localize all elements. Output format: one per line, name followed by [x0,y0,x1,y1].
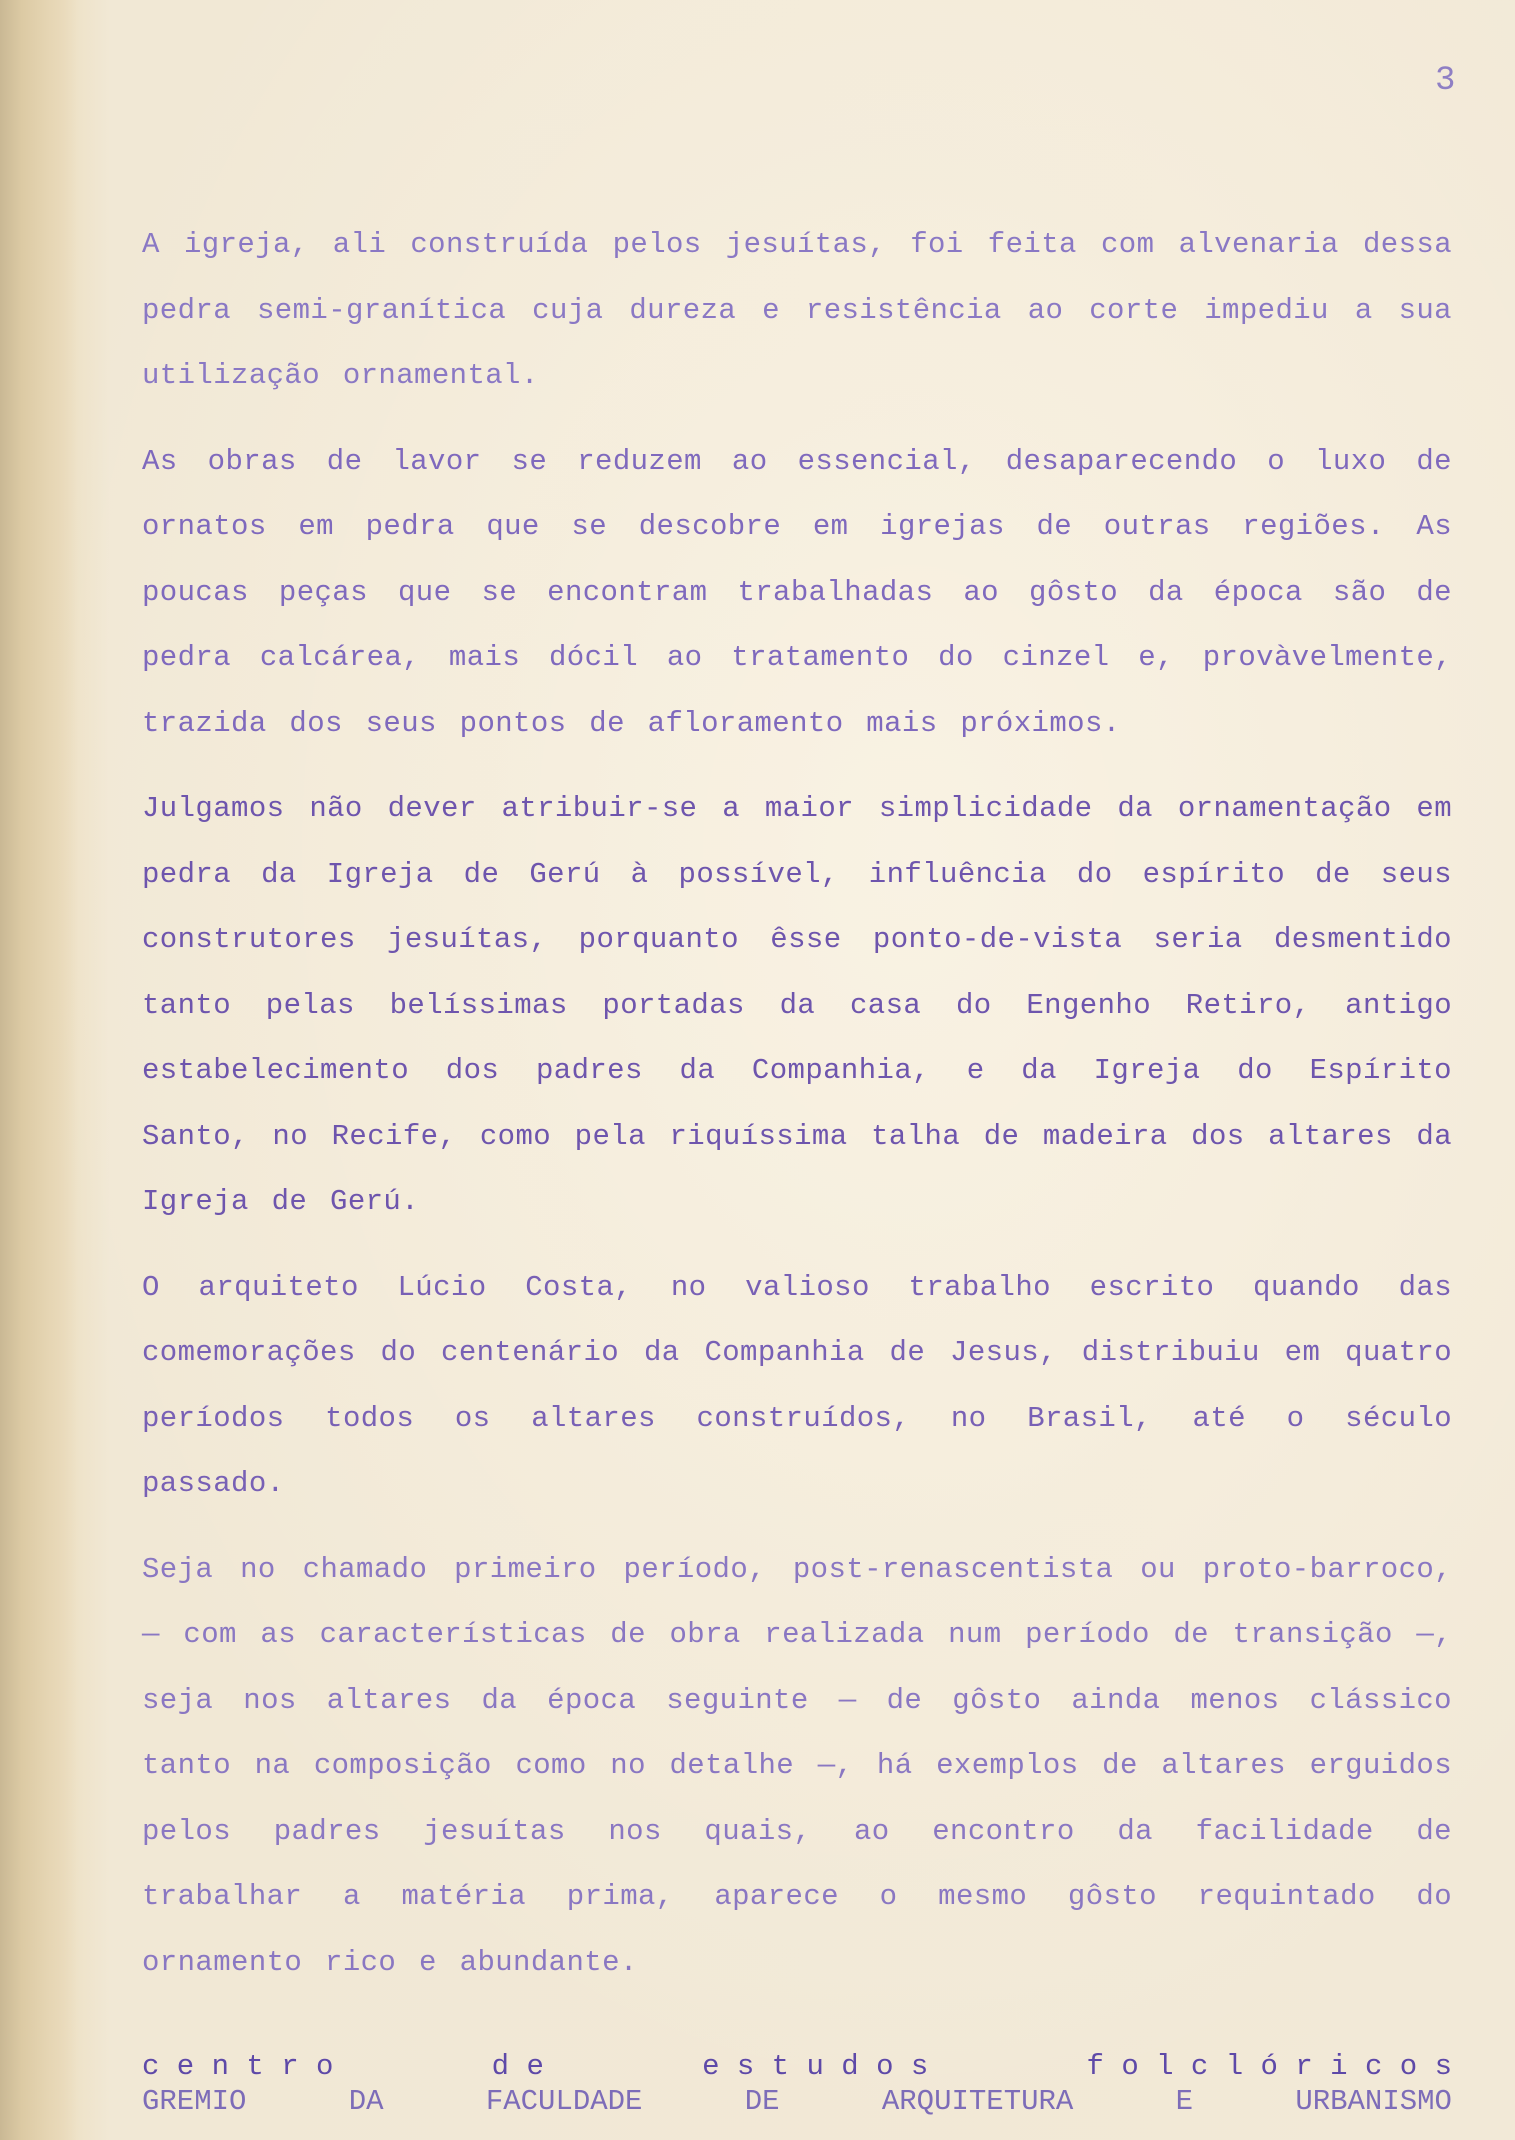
footer-word: DE [744,2085,780,2118]
footer-line-1 [142,2050,1452,2084]
footer-word: FACULDADE [485,2085,643,2118]
paragraph-3: Julgamos não dever atribuir-se a maior simplicidade da ornamentação em pedra da Igreja de Gerú à possível, influência do espírito de seus construtores jesuítas, porquanto êsse ponto-de-vista seria desmentido tanto pelas belíssimas portadas da casa do Engenho Retiro, antigo estabelecimento dos padres da Companhia, e da Igreja do Espírito Santo, no Recife, como pela riquíssima talha de madeira dos altares da Igreja de Gerú. [142,792,1452,1218]
footer-word: URBANISMO [1295,2085,1452,2118]
paragraph-5: Seja no chamado primeiro período, post-renascentista ou proto-barroco, — com as características de obra realizada num período de transição —, seja nos altares da época seguinte — de gôsto ainda menos clássico tanto na composição como no detalhe —, há exemplos de altares erguidos pelos padres jesuítas nos quais, ao encontro da facilidade de trabalhar a matéria prima, aparece o mesmo gôsto requintado do ornamento rico e abundante. [142,1552,1452,1979]
binding-edge [0,0,78,2140]
paragraph-4: O arquiteto Lúcio Costa, no valioso trabalho escrito quando das comemorações do centenário da Companhia de Jesus, distribuiu em quatro períodos todos os altares construídos, no Brasil, até o século passado. [142,1270,1452,1500]
document-body [142,212,1452,2015]
footer-word: GREMIO [142,2085,247,2118]
footer-word: e s t u d o s [702,2050,929,2083]
footer-word: ARQUITETURA [881,2085,1074,2118]
page-number: 3 [1435,62,1456,100]
footer-word: d e [491,2050,544,2083]
footer-line-2 [142,2085,1452,2119]
footer-word: f o l c l ó r i c o s [1086,2050,1452,2083]
paragraph-2: As obras de lavor se reduzem ao essencial, desaparecendo o luxo de ornatos em pedra que se descobre em igrejas de outras regiões. As poucas peças que se encontram trabalhadas ao gôsto da época são de pedra calcárea, mais dócil ao tratamento do cinzel e, provàvelmente, trazida dos seus pontos de afloramento mais próximos. [142,444,1452,740]
footer-word: DA [348,2085,384,2118]
paragraph-1: A igreja, ali construída pelos jesuítas, foi feita com alvenaria dessa pedra semi-granítica cuja dureza e resistência ao corte impediu a sua utilização ornamental. [142,228,1452,392]
footer-word: E [1175,2085,1194,2118]
footer-word: c e n t r o [142,2050,334,2083]
